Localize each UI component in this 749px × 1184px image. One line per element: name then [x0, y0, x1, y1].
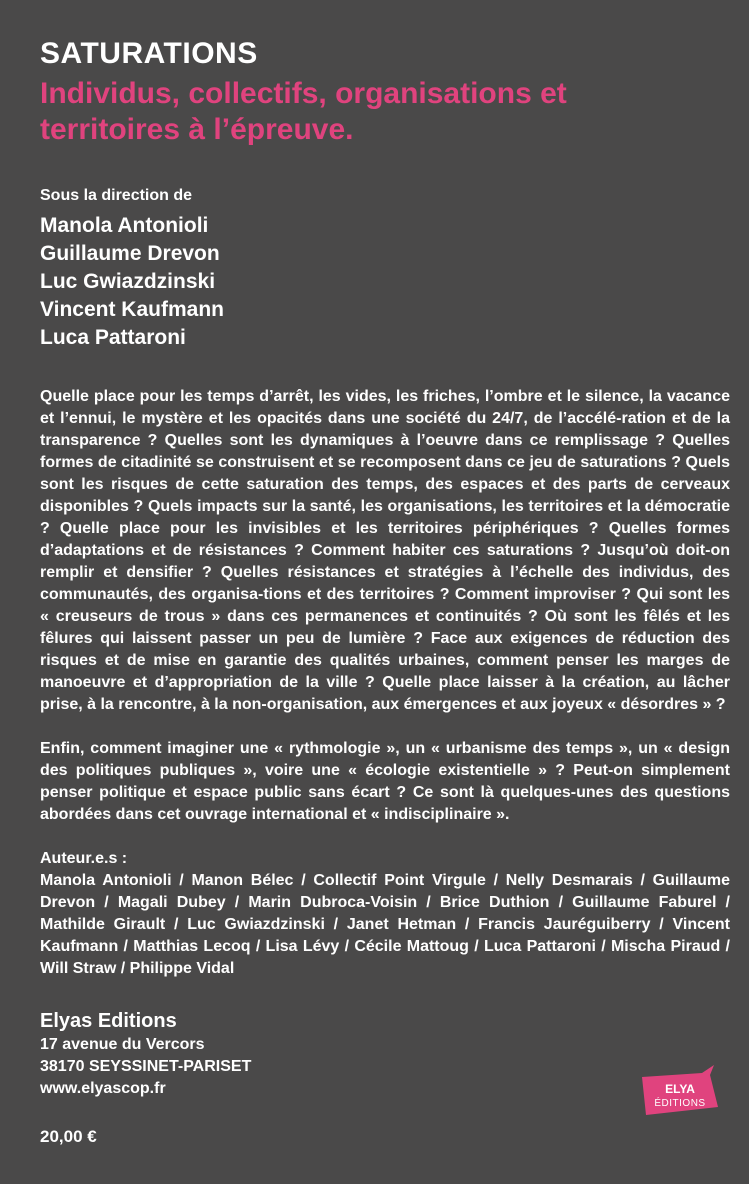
publisher-logo	[640, 1063, 722, 1117]
publisher-website: www.elyascop.fr	[40, 1080, 166, 1097]
authors-label: Auteur.e.s :	[40, 850, 128, 867]
publisher-city: 38170 SEYSSINET-PARISET	[40, 1058, 252, 1075]
editor-name: Luca Pattaroni	[40, 326, 186, 349]
book-subtitle: Individus, collectifs, organisations et territoires à l’épreuve.	[40, 77, 567, 146]
editor-name: Vincent Kaufmann	[40, 298, 224, 321]
editors-list	[40, 212, 730, 352]
editor-name: Guillaume Drevon	[40, 242, 220, 265]
book-title: SATURATIONS	[40, 37, 258, 70]
description-paragraph-2: Enfin, comment imaginer une « rythmologie », un « urbanisme des temps », un « design des politiques publiques », voire une « écologie existentielle » ? Peut-on simplement penser politique et espace public sans écart ? Ce sont là quelques-unes des questions abordées dans cet ouvrage international et « indisciplinaire ».	[40, 740, 730, 823]
logo-line-2: ÉDITIONS	[654, 1098, 706, 1109]
authors-list: Manola Antonioli / Manon Bélec / Collectif Point Virgule / Nelly Desmarais / Guillaume Drevon / Magali Dubey / Marin Dubroca-Voisin / Brice Duthion / Guillaume Faburel / Mathilde Girault / Luc Gwiazdzinski / Janet Hetman / Francis Jauréguiberry / Vincent Kaufmann / Matthias Lecoq / Lisa Lévy / Cécile Mattoug / Luca Pattaroni / Mischa Piraud / Will Straw / Philippe Vidal	[40, 872, 730, 977]
editor-name: Luc Gwiazdzinski	[40, 270, 216, 293]
authors-section	[40, 848, 730, 980]
publisher-street: 17 avenue du Vercors	[40, 1036, 205, 1053]
publisher-name: Elyas Editions	[40, 1010, 177, 1032]
direction-section	[40, 186, 730, 352]
description-paragraph-1: Quelle place pour les temps d’arrêt, les vides, les friches, l’ombre et le silence, la vacance et l’ennui, le mystère et les opacités dans une société du 24/7, de l’accélé-ration et de la transparence ? Quelles sont les dynamiques à l’oeuvre dans ce remplissage ? Quelles formes de citadinité se construisent et se recomposent dans ce jeu de saturations ? Quels sont les risques de cette saturation des temps, des espaces et des parts de cerveaux disponibles ? Quels impacts sur la santé, les organisations, les territoires et la démocratie ? Quelle place pour les invisibles et les territoires périphériques ? Quelles formes d’adaptations et de résistances ? Comment habiter ces saturations ? Jusqu’où doit-on remplir et densifier ? Quelles résistances et stratégies à l’échelle des individus, des communautés, des organisa-tions et des territoires ? Comment improviser ? Qui sont les « creuseurs de trous » dans ces permanences et continuités ? Où sont les fêlés et les fêlures qui laissent passer un peu de lumière ? Face aux exigences de réduction des risques et de mise en garantie des qualités urbaines, comment penser les marges de manoeuvre et d’appropriation de la ville ? Quelle place laisser à la création, au lâcher prise, à la rencontre, à la non-organisation, aux émergences et aux joyeux « désordres » ?	[40, 388, 730, 713]
editor-name: Manola Antonioli	[40, 214, 209, 237]
logo-line-1: ELYA	[665, 1082, 695, 1096]
direction-label: Sous la direction de	[40, 187, 193, 204]
logo-graphic	[640, 1063, 722, 1117]
publisher-block	[40, 1008, 730, 1100]
price: 20,00 €	[40, 1127, 97, 1146]
back-cover	[40, 38, 730, 1148]
